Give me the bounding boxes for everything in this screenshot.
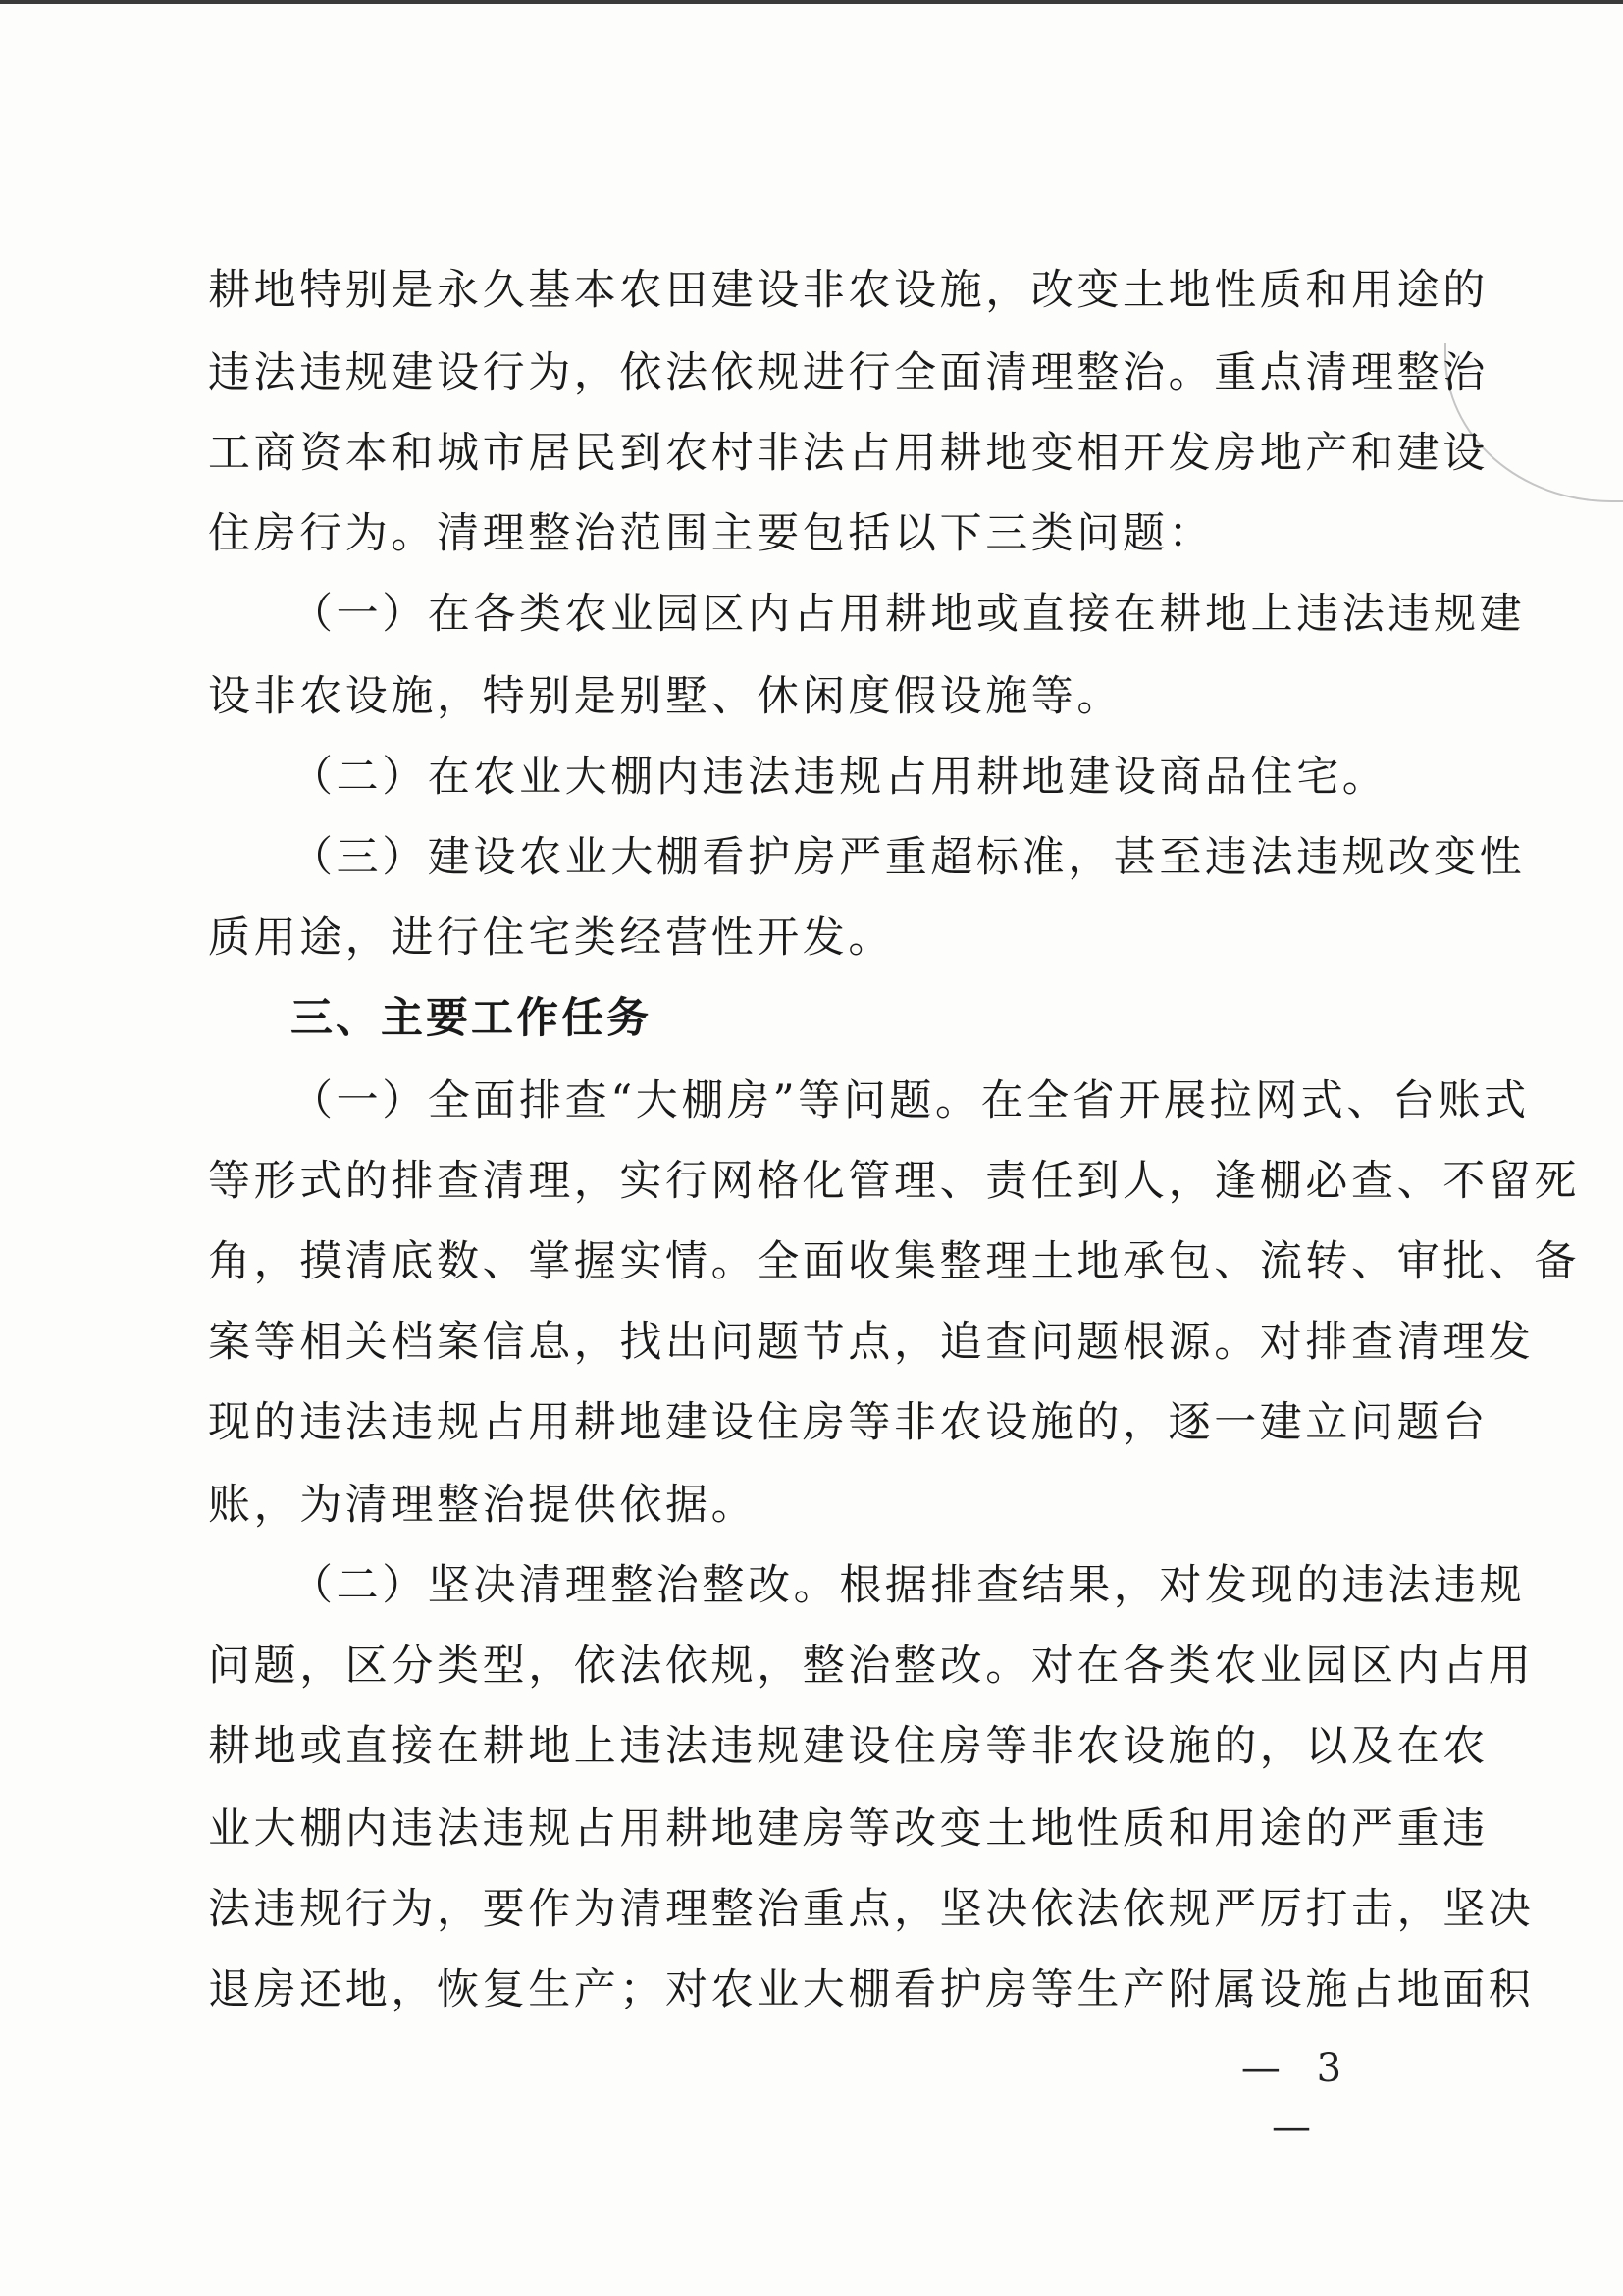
text-line: （一）全面排查“大棚房”等问题。在全省开展拉网式、台账式 [290, 1076, 1530, 1125]
text-line: （一）在各类农业园区内占用耕地或直接在耕地上违法违规建 [290, 590, 1526, 639]
text-line: 等形式的排查清理，实行网格化管理、责任到人，逢棚必查、不留死 [208, 1157, 1580, 1206]
text-line: （三）建设农业大棚看护房严重超标准，甚至违法违规改变性 [290, 833, 1526, 882]
text-line: 质用途，进行住宅类经营性开发。 [208, 913, 894, 963]
text-line: 业大棚内违法违规占用耕地建房等改变土地性质和用途的严重违 [208, 1804, 1489, 1853]
text-line: 问题，区分类型，依法依规，整治整改。对在各类农业园区内占用 [208, 1642, 1535, 1691]
text-line: 角，摸清底数、掌握实情。全面收集整理土地承包、流转、审批、备 [208, 1237, 1580, 1286]
text-line: 违法违规建设行为，依法依规进行全面清理整治。重点清理整治 [208, 348, 1489, 397]
text-line: 耕地或直接在耕地上违法违规建设住房等非农设施的，以及在农 [208, 1722, 1489, 1771]
text-line: （二）在农业大棚内违法违规占用耕地建设商品住宅。 [290, 753, 1388, 802]
text-line: 工商资本和城市居民到农村非法占用耕地变相开发房地产和建设 [208, 429, 1489, 478]
text-line: 现的违法违规占用耕地建设住房等非农设施的，逐一建立问题台 [208, 1398, 1489, 1447]
text-line: （二）坚决清理整治整改。根据排查结果，对发现的违法违规 [290, 1561, 1526, 1610]
text-line: 设非农设施，特别是别墅、休闲度假设施等。 [208, 672, 1123, 721]
page-number: — 3 — [1240, 2046, 1354, 2150]
scan-top-edge [0, 0, 1623, 4]
text-line: 退房还地，恢复生产；对农业大棚看护房等生产附属设施占地面积 [208, 1965, 1535, 2014]
text-line: 耕地特别是永久基本农田建设非农设施，改变土地性质和用途的 [208, 266, 1489, 315]
text-line: 住房行为。清理整治范围主要包括以下三类问题： [208, 509, 1215, 558]
text-line: 账，为清理整治提供依据。 [208, 1481, 758, 1530]
text-line: 法违规行为，要作为清理整治重点，坚决依法依规严厉打击，坚决 [208, 1885, 1535, 1934]
section-heading: 三、主要工作任务 [290, 994, 652, 1043]
text-line: 案等相关档案信息，找出问题节点，追查问题根源。对排查清理发 [208, 1318, 1535, 1367]
